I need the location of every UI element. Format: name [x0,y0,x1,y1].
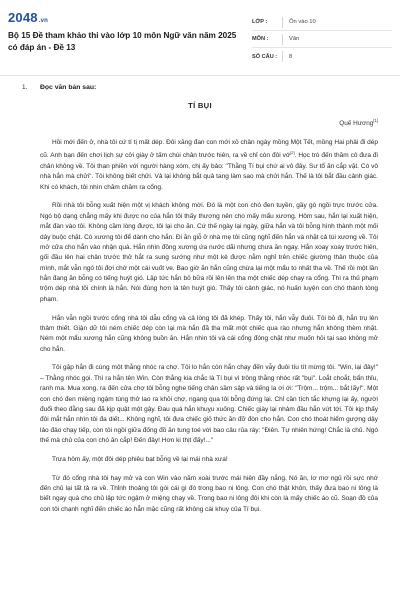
page-header [0,0,400,76]
story-paragraph: Trưa hôm ấy, một đôi dép phiêu bạt bỗng về lại mái nhà xưa! [52,455,228,463]
meta-row-grade [252,14,392,31]
meta-row-subject [252,31,392,48]
logo-suffix: .vn [38,18,49,24]
meta-row-question-count [252,48,392,65]
story-paragraph [40,138,378,193]
meta-divider [282,17,283,28]
meta-panel [252,14,392,65]
paragraph-text: Hồi mới đến ở, nhà tôi cứ tí tị mất dép. Đôi xăng đan con mới xỏ chân ngày mồng Một Tết, mồng Hai phải đi dép cũ. Anh bạn đến chơi lịch sự cởi giày ở tấm chùi chân trước hiên, ra về chỉ còn đôi vớ [40,139,378,160]
logo-text: 2048 [8,10,38,25]
footnote-ref: [2] [290,150,295,156]
meta-divider [282,34,283,45]
site-logo[interactable] [8,10,48,25]
paragraph-text-continued: . Học trò đến thăm cô đưa đi chân không về. Tôi than phiền với người hàng xóm, chị ấy bảo: "Thằng Tí bụi chứ ai vô đây. Sư tổ ăn cắp vặt. Có vô nhà hắn mà chửi". Tôi không biết chửi. Vả lại không bắt quả tang làm sao mà chửi hắn. Thế là tôi bắt đầu cảnh giác. Khi có khách, tôi nhìn chăm chăm ra cổng. [40,152,378,191]
meta-key: SỐ CÂU : [252,53,278,60]
story-paragraph: Từ đó cổng nhà tôi hay mở và con Win vào năm xoài trước mái hiên đầy nắng. Nó ăn, lơ mơ ngủ rồi sực nhớ đến chủ lại tất tả ra về. Thỉnh thoảng tôi gói cái gì đó trong bao ni lông. Con chó thật khôn, thấy đưa bao ni lông là biết ngay quà cho chủ lập tức ngậm ở miệng chạy về. Trong bao ni lông đôi khi còn là mấy chiếc áo cũ. Soạn đồ của con tôi chạnh nghĩ đến chiếc áo hẳn mặc cũng rất không cài khuy của Tí bụi. [40,474,378,513]
story-paragraph: Hắn vẫn ngồi trước cổng nhà tôi dẫu cổng và cả lòng tôi đã khép. Thấy tôi, hắn vẫy đuôi. Tôi bỏ đi, hắn trụ lên thảm thiết. Giận dữ tôi ném chiếc dép còn lại mà hắn đã tha mất một chiếc qua rào nhưng hắn không thèm nhặt. Ném một mẩu xương hắn cũng không buồn ăn. Hắn nhìn tôi và cái cổng đóng chặt như muốn hỏi tại sao không mở cho hắn. [40,314,378,353]
story-author [339,118,378,127]
meta-divider [282,51,283,62]
meta-key: MÔN : [252,36,269,42]
meta-value: Ôn vào 10 [289,19,316,25]
meta-value: 8 [289,53,293,60]
story-paragraph: Rồi nhà tôi bỗng xuất hiện một vị khách không mời. Đó là một con chó đen tuyền, gầy gò ngồi trực trước cửa. Ngó bộ dạng chẳng mấy khi được no của hắn tôi thấy thương nên cho mấy mẩu xương. Hôm sau, hắn lại xuất hiện, mắt đàn vào tôi. Không cầm lòng được, tôi lại cho ăn. Cứ thế ngày lại ngày, giữa hắn và tôi bỗng hình thành một mối dây buộc chặt. Có xương tôi để dành cho hắn. Đi ăn giỗ ở nhà mẹ tôi cũng nghĩ đến hắn và nhặt cả túi xương về. Tôi mở cửa cho hắn vào nhận quà. Hắn nhìn đồng xương ứa nước dãi nhưng chưa ăn ngay. Hắn xoay xoay trước hiên, gối đầu lên hai chân trước thở hắt ra sung sướng như một kẻ được nằm nghỉ trên chiếc giường thân thuộc của mình, mắt vẫn ngó tôi đợi chờ một cái vuốt ve. Bao giờ ăn hắn cũng chừa lại một mẩu to nhất tha về. Thế rồi một lần hắn đang ăn bỗng có tiếng huýt gió. Lập tức hắn bỏ bữa rồi lên lên tha một chiếc dép chạy ra cổng. Thì ra thủ phạm trộm dép nhà tôi chính là hắn. Nói đúng hơn là tên huýt gió. Thấy tôi cảnh giác, nó huấn luyện con chó thành tòng phạm. [40,202,378,303]
question-content [0,76,400,600]
author-name: Quế Hương [339,120,374,128]
meta-value: Văn [289,36,300,42]
story-body [40,138,378,524]
story-title: TÍ BỤI [188,101,212,110]
author-footnote-ref: [1] [373,118,378,123]
story-paragraph: Tôi gặp hắn đi cùng một thằng nhóc ra chợ. Tôi lo hắn còn hắn chạy đến vẫy đuôi tíu tít mừng tôi. "Win, lại đây!" – Thằng nhóc gọi. Thì ra hắn tên Win. Còn thằng kia chắc là Tí bụi vì trông thằng nhóc rất "bụi". Loắt choắt, bẩn thỉu, ranh ma. Mua xong, ra đến cửa chợ tôi bỗng nghe tiếng chân sầm sập và tiếng la ơi ới: "Trộm... trộm... bắt lấy!". Một con chó đen miệng ngậm túng thở lao ra khỏi chợ, ngang qua tôi bỗng đứng lại. Chỉ cần tích tắc khựng lại ấy, người đuổi theo đằng sau đã kịp quật một gậy. Đau quá hắn khuỵu xuống. Chiếc giày lại nhảm đầu hắn vứt tới. Tôi kịp thấy đôi mắt hắn nhìn tôi đa diết... Không nghĩ, tôi đưa chiếc giỏ thức ăn đỡ đòn cho hắn. Con chó thoát hiểm gượng dậy lảo đảo chạy tiếp, còn tôi ngồi giữa đống đồ ăn tung toé với bao câu rủa rày: "Điên. Tự nhiên hứng! Chắc là chủ. Ngó thế mà chủ của con chó ăn cắp! Đến đây! Hơn ki thịt đấy!..." [40,364,378,444]
document-title: Bộ 15 Đề tham khảo thi vào lớp 10 môn Ngữ văn năm 2025 có đáp án - Đề 13 [8,31,237,52]
question-label: Đọc văn bản sau: [40,84,97,91]
meta-key: LỚP : [252,19,268,25]
question-number: 1. [22,84,28,91]
